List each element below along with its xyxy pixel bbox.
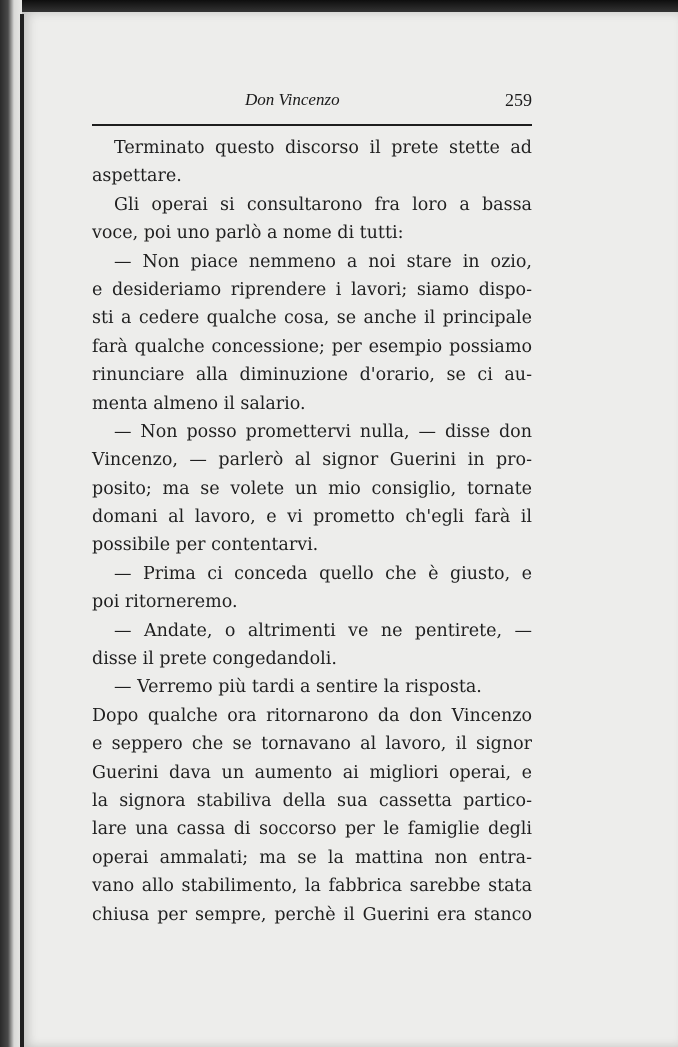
page-binding-edge — [20, 14, 24, 1047]
body-text — [92, 134, 532, 929]
text-line: posito; ma se volete un mio consiglio, tornate — [92, 478, 532, 499]
text-line: possibile per contentarvi. — [92, 535, 319, 556]
text-line: — Non posso promettervi nulla, — disse don — [114, 421, 532, 442]
text-line: e desideriamo riprendere i lavori; siamo dispo- — [92, 279, 532, 300]
text-line: poi ritorneremo. — [92, 592, 238, 613]
text-line: — Andate, o altrimenti ve ne pentirete, — — [114, 620, 532, 641]
text-line: Terminato questo discorso il prete stette ad — [114, 138, 532, 158]
text-line: vano allo stabilimento, la fabbrica sarebbe stata — [92, 876, 532, 897]
scan-border-left — [0, 0, 22, 1047]
text-line: aspettare. — [92, 166, 182, 187]
text-line: — Verremo più tardi a sentire la risposta. — [114, 677, 482, 698]
running-title: Don Vincenzo — [245, 90, 340, 109]
text-line: e seppero che se tornavano al lavoro, il signor — [92, 734, 532, 755]
text-line: Guerini dava un aumento ai migliori operai, e — [92, 762, 532, 783]
page-header — [70, 88, 536, 116]
text-line: sti a cedere qualche cosa, se anche il principale — [92, 308, 532, 329]
text-line: Dopo qualche ora ritornarono da don Vincenzo — [92, 705, 532, 726]
text-line: — Non piace nemmeno a noi stare in ozio, — [114, 251, 532, 272]
text-line: — Prima ci conceda quello che è giusto, e — [114, 563, 532, 584]
text-line: rinunciare alla diminuzione d'orario, se ci au- — [92, 365, 532, 386]
header-rule — [92, 124, 532, 126]
text-line: Gli operai si consultarono fra loro a bassa — [114, 194, 532, 215]
text-line: farà qualche concessione; per esempio possiamo — [92, 336, 532, 357]
text-line: lare una cassa di soccorso per le famiglie degli — [92, 819, 532, 840]
text-line: operai ammalati; ma se la mattina non entra- — [92, 847, 532, 868]
text-line: chiusa per sempre, perchè il Guerini era stanco — [92, 904, 532, 925]
text-line: menta almeno il salario. — [92, 393, 306, 414]
text-line: domani al lavoro, e vi prometto ch'egli farà il — [92, 507, 532, 528]
text-line: disse il prete congedandoli. — [92, 649, 337, 670]
text-line: la signora stabiliva della sua cassetta partico- — [92, 790, 532, 811]
text-line: voce, poi uno parlò a nome di tutti: — [92, 223, 404, 244]
page-number: 259 — [505, 90, 532, 110]
text-line: Vincenzo, — parlerò al signor Guerini in pro- — [92, 450, 532, 471]
